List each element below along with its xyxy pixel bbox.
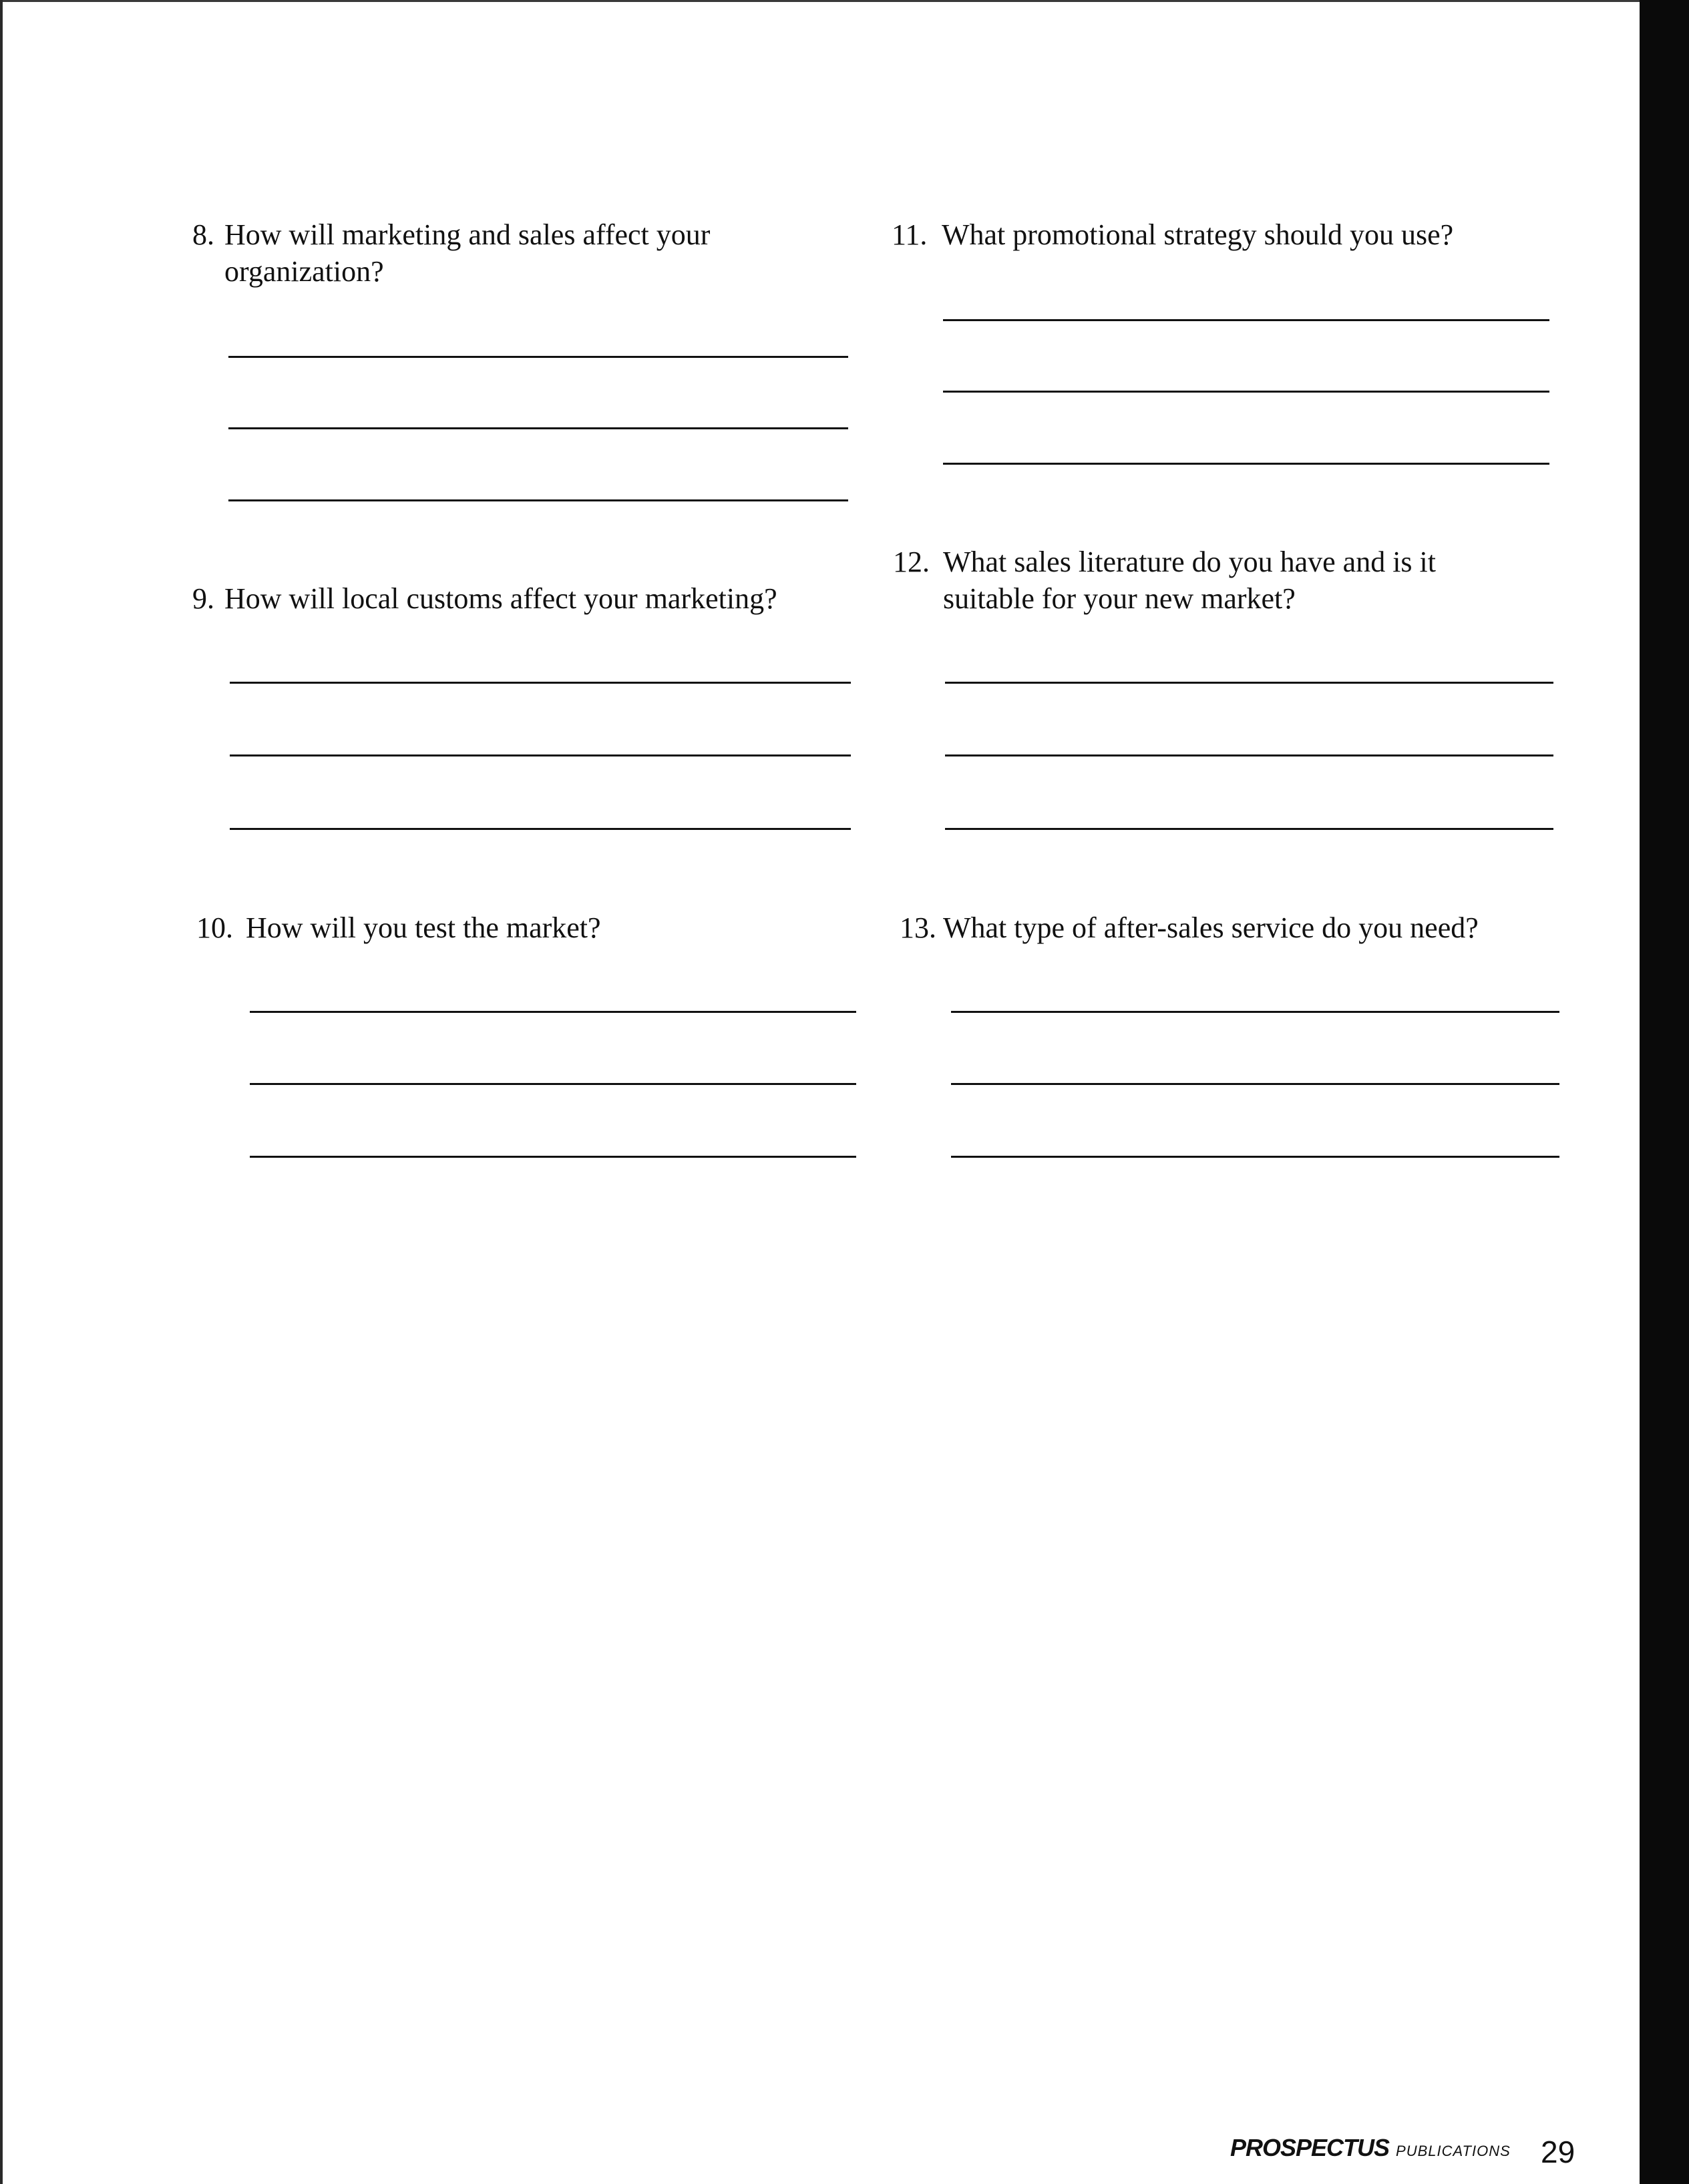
scan-top-edge	[0, 0, 1640, 2]
answer-line[interactable]	[250, 1156, 856, 1158]
question-number: 13.	[900, 911, 936, 944]
answer-line[interactable]	[228, 499, 848, 501]
publisher-logo	[1230, 2134, 1511, 2162]
question-8	[192, 216, 767, 290]
question-text: What promotional strategy should you use?	[942, 218, 1454, 251]
answer-line[interactable]	[943, 319, 1549, 321]
question-10	[196, 909, 797, 946]
question-text: How will marketing and sales affect your organization?	[224, 218, 711, 288]
answer-line[interactable]	[943, 391, 1549, 393]
answer-line[interactable]	[945, 682, 1553, 684]
question-number: 9.	[192, 582, 214, 615]
answer-line[interactable]	[230, 828, 851, 830]
answer-line[interactable]	[951, 1156, 1559, 1158]
question-text: How will you test the market?	[246, 911, 601, 944]
question-number: 11.	[892, 218, 928, 251]
answer-line[interactable]	[250, 1011, 856, 1013]
answer-line[interactable]	[250, 1083, 856, 1085]
answer-line[interactable]	[228, 356, 848, 358]
page-number: 29	[1541, 2135, 1575, 2169]
question-9	[192, 580, 860, 617]
answer-line[interactable]	[951, 1011, 1559, 1013]
question-number: 10.	[196, 911, 233, 944]
answer-line[interactable]	[228, 427, 848, 429]
answer-line[interactable]	[943, 463, 1549, 465]
question-11	[892, 216, 1506, 253]
publisher-suffix: PUBLICATIONS	[1396, 2143, 1511, 2159]
question-text: What type of after-sales service do you need?	[943, 911, 1479, 944]
question-number: 12.	[893, 545, 930, 578]
question-12	[893, 543, 1494, 617]
question-13	[900, 909, 1567, 946]
question-text: What sales literature do you have and is it suitable for your new market?	[943, 545, 1436, 615]
publisher-name: PROSPECTUS	[1230, 2134, 1390, 2161]
answer-line[interactable]	[945, 828, 1553, 830]
answer-line[interactable]	[951, 1083, 1559, 1085]
answer-line[interactable]	[230, 754, 851, 756]
answer-line[interactable]	[230, 682, 851, 684]
scan-binding-edge	[1640, 0, 1689, 2184]
scan-left-edge	[0, 0, 3, 2184]
answer-line[interactable]	[945, 754, 1553, 756]
question-text: How will local customs affect your marketing?	[224, 582, 777, 615]
question-number: 8.	[192, 218, 214, 251]
